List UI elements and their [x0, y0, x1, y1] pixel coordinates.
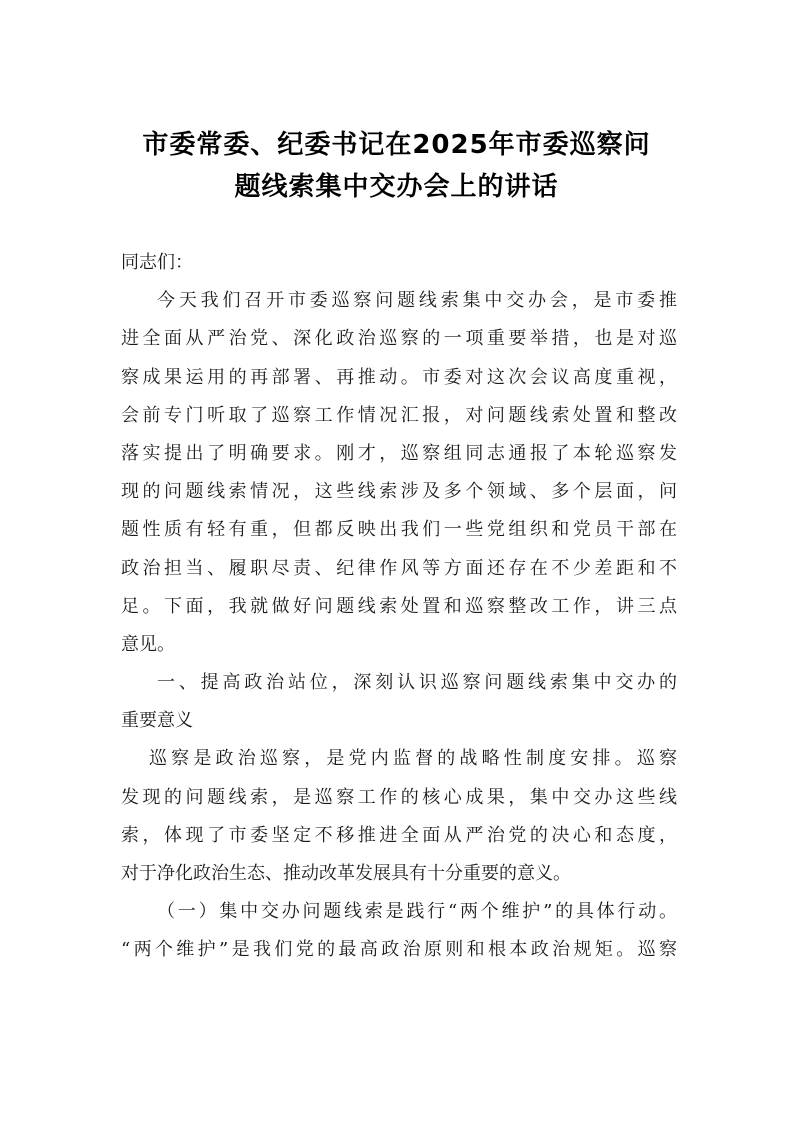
- paragraph-line: 意见。: [121, 633, 175, 655]
- paragraph-line: 索，体现了市委坚定不移推进全面从严治党的决心和态度，: [121, 824, 677, 846]
- paragraph-line: 现的问题线索情况，这些线索涉及多个领域、多个层面，问: [121, 481, 677, 503]
- paragraph-line: 发现的问题线索，是巡察工作的核心成果，集中交办这些线: [121, 786, 677, 808]
- document-title: [90, 124, 703, 208]
- paragraph-line: 政治担当、履职尽责、纪律作风等方面还存在不少差距和不: [121, 557, 677, 579]
- section-heading-line: 一、提高政治站位，深刻认识巡察问题线索集中交办的: [157, 672, 677, 694]
- paragraph-line: 巡察是政治巡察，是党内监督的战略性制度安排。巡察: [149, 748, 677, 770]
- title-line-1: 市委常委、纪委书记在2025年市委巡察问: [142, 130, 651, 160]
- paragraph-line: 进全面从严治党、深化政治巡察的一项重要举措，也是对巡: [121, 328, 677, 350]
- paragraph-line: 对于净化政治生态、推动改革发展具有十分重要的意义。: [121, 863, 571, 884]
- paragraph-line: 题性质有轻有重，但都反映出我们一些党组织和党员干部在: [121, 519, 677, 541]
- subsection-heading-line: （一）集中交办问题线索是践行“两个维护”的具体行动。: [157, 901, 677, 923]
- paragraph-line: 察成果运用的再部署、再推动。市委对这次会议高度重视，: [121, 366, 677, 388]
- section-heading-line: 重要意义: [121, 710, 193, 732]
- document-body: [121, 244, 677, 970]
- paragraph-line: 落实提出了明确要求。刚才，巡察组同志通报了本轮巡察发: [121, 442, 677, 464]
- paragraph-line: 会前专门听取了巡察工作情况汇报，对问题线索处置和整改: [121, 404, 677, 426]
- title-line-2: 题线索集中交办会上的讲话: [234, 172, 559, 202]
- paragraph-line: 足。下面，我就做好问题线索处置和巡察整改工作，讲三点: [121, 595, 677, 617]
- paragraph-line: “两个维护”是我们党的最高政治原则和根本政治规矩。巡察: [121, 939, 677, 961]
- salutation: 同志们：: [121, 252, 193, 273]
- paragraph-line: 今天我们召开市委巡察问题线索集中交办会，是市委推: [157, 290, 677, 312]
